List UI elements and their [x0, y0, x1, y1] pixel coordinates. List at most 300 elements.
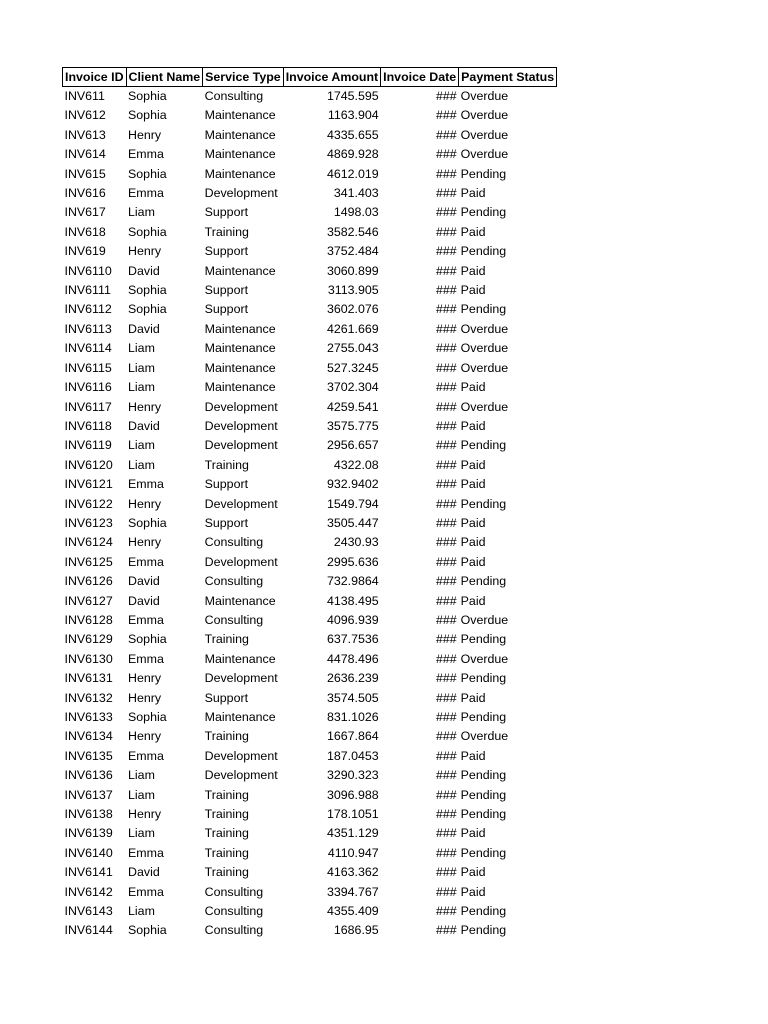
client-name-cell[interactable]: Liam: [128, 360, 155, 375]
invoice-date-cell[interactable]: ###: [435, 108, 457, 123]
invoice-id-cell[interactable]: INV6143: [64, 904, 113, 919]
payment-status-cell[interactable]: Pending: [460, 166, 507, 181]
invoice-amount-cell[interactable]: 527.3245: [326, 360, 379, 375]
table-row: [63, 456, 557, 475]
invoice-amount-cell[interactable]: 4163.362: [326, 865, 379, 880]
invoice-amount-cell[interactable]: 1549.794: [326, 496, 379, 511]
client-name-cell[interactable]: Sophia: [128, 283, 167, 298]
invoice-id-cell[interactable]: INV6123: [64, 515, 113, 530]
service-type-cell[interactable]: Consulting: [204, 574, 264, 589]
service-type-cell[interactable]: Development: [204, 768, 278, 783]
service-type-cell[interactable]: Training: [204, 845, 249, 860]
invoice-id-cell[interactable]: INV617: [64, 205, 106, 220]
invoice-amount-cell[interactable]: 932.9402: [326, 477, 379, 492]
table-row: [63, 553, 557, 572]
header-client-name[interactable]: Client Name: [126, 68, 203, 87]
client-name-cell[interactable]: Liam: [128, 380, 155, 395]
invoice-id-cell[interactable]: INV6127: [64, 593, 113, 608]
client-name-cell[interactable]: Henry: [128, 729, 162, 744]
invoice-date-cell[interactable]: ###: [435, 710, 457, 724]
invoice-amount-cell[interactable]: 4259.541: [326, 399, 379, 414]
invoice-amount-cell[interactable]: 3582.546: [326, 224, 379, 239]
invoice-amount-cell[interactable]: 3702.304: [326, 380, 379, 395]
invoice-id-cell[interactable]: INV6117: [64, 399, 112, 414]
invoice-amount-cell[interactable]: 4869.928: [326, 147, 379, 162]
payment-status-cell[interactable]: Paid: [460, 457, 486, 472]
client-name-cell[interactable]: Sophia: [128, 166, 167, 181]
invoice-date-cell[interactable]: ###: [435, 321, 457, 336]
invoice-id-cell[interactable]: INV614: [64, 147, 106, 162]
invoice-table: [62, 67, 557, 941]
client-name-cell[interactable]: Liam: [128, 826, 155, 841]
table-row: [63, 650, 557, 669]
payment-status-cell[interactable]: Paid: [460, 186, 486, 201]
table-row: [63, 262, 557, 281]
table-row: [63, 669, 557, 688]
table-row: [63, 824, 557, 843]
service-type-cell[interactable]: Development: [204, 554, 278, 569]
table-row: [63, 786, 557, 805]
client-name-cell[interactable]: David: [128, 574, 160, 589]
table-row: [63, 747, 557, 766]
invoice-id-cell[interactable]: INV6119: [64, 438, 112, 453]
invoice-date-cell[interactable]: ###: [435, 418, 457, 433]
payment-status-cell[interactable]: Paid: [460, 554, 486, 569]
header-invoice-amount[interactable]: Invoice Amount: [283, 68, 380, 87]
service-type-cell[interactable]: Training: [204, 807, 249, 822]
invoice-date-cell[interactable]: ###: [435, 302, 457, 317]
invoice-date-cell[interactable]: ###: [435, 904, 457, 919]
payment-status-cell[interactable]: Overdue: [460, 127, 509, 142]
service-type-cell[interactable]: Maintenance: [204, 360, 276, 375]
client-name-cell[interactable]: David: [128, 418, 160, 433]
payment-status-cell[interactable]: Pending: [460, 496, 507, 511]
table-row: [63, 281, 557, 300]
invoice-id-cell[interactable]: INV6121: [64, 477, 113, 492]
invoice-amount-cell[interactable]: 2956.657: [326, 438, 379, 453]
service-type-cell[interactable]: Maintenance: [204, 710, 276, 724]
invoice-date-cell[interactable]: ###: [435, 884, 457, 899]
payment-status-cell[interactable]: Overdue: [460, 89, 509, 103]
invoice-amount-cell[interactable]: 4351.129: [326, 826, 379, 841]
invoice-amount-cell[interactable]: 831.1026: [326, 710, 379, 724]
client-name-cell[interactable]: Henry: [128, 690, 162, 705]
payment-status-cell[interactable]: Overdue: [460, 341, 509, 356]
payment-status-cell[interactable]: Pending: [460, 205, 507, 220]
invoice-date-cell[interactable]: ###: [435, 360, 457, 375]
invoice-amount-cell[interactable]: 2995.636: [326, 554, 379, 569]
payment-status-cell[interactable]: Pending: [460, 710, 507, 724]
client-name-cell[interactable]: David: [128, 865, 160, 880]
invoice-amount-cell[interactable]: 3290.323: [326, 768, 379, 783]
invoice-amount-cell[interactable]: 187.0453: [326, 748, 379, 763]
client-name-cell[interactable]: Liam: [128, 457, 155, 472]
invoice-amount-cell[interactable]: 341.403: [333, 186, 379, 201]
table-row: [63, 223, 557, 242]
service-type-cell[interactable]: Training: [204, 826, 249, 841]
invoice-date-cell[interactable]: ###: [435, 205, 457, 220]
invoice-amount-cell[interactable]: 3574.505: [326, 690, 379, 705]
payment-status-cell[interactable]: Pending: [460, 768, 507, 783]
client-name-cell[interactable]: Liam: [128, 787, 155, 802]
service-type-cell[interactable]: Maintenance: [204, 380, 276, 395]
table-row: [63, 398, 557, 417]
invoice-date-cell[interactable]: ###: [435, 593, 457, 608]
payment-status-cell[interactable]: Pending: [460, 574, 507, 589]
payment-status-cell[interactable]: Overdue: [460, 147, 509, 162]
invoice-date-cell[interactable]: ###: [435, 845, 457, 860]
invoice-date-cell[interactable]: ###: [435, 224, 457, 239]
payment-status-cell[interactable]: Paid: [460, 690, 486, 705]
invoice-id-cell[interactable]: INV615: [64, 166, 106, 181]
service-type-cell[interactable]: Development: [204, 671, 278, 686]
service-type-cell[interactable]: Maintenance: [204, 263, 276, 278]
invoice-amount-cell[interactable]: 3575.775: [326, 418, 379, 433]
service-type-cell[interactable]: Consulting: [204, 612, 264, 627]
invoice-date-cell[interactable]: ###: [435, 186, 457, 201]
service-type-cell[interactable]: Training: [204, 632, 249, 647]
payment-status-cell[interactable]: Pending: [460, 244, 507, 259]
invoice-amount-cell[interactable]: 1686.95: [333, 923, 379, 938]
invoice-id-cell[interactable]: INV6130: [64, 651, 113, 666]
invoice-amount-cell[interactable]: 4322.08: [333, 457, 379, 472]
invoice-amount-cell[interactable]: 732.9864: [326, 574, 379, 589]
header-service-type[interactable]: Service Type: [203, 68, 284, 87]
payment-status-cell[interactable]: Paid: [460, 593, 486, 608]
invoice-id-cell[interactable]: INV6128: [64, 612, 113, 627]
invoice-date-cell[interactable]: ###: [435, 612, 457, 627]
payment-status-cell[interactable]: Paid: [460, 418, 486, 433]
table-row: [63, 844, 557, 863]
invoice-id-cell[interactable]: INV6125: [64, 554, 113, 569]
service-type-cell[interactable]: Support: [204, 515, 249, 530]
invoice-id-cell[interactable]: INV612: [64, 108, 106, 123]
invoice-amount-cell[interactable]: 4355.409: [326, 904, 379, 919]
client-name-cell[interactable]: Emma: [128, 884, 164, 899]
invoice-id-cell[interactable]: INV611: [64, 89, 105, 103]
service-type-cell[interactable]: Development: [204, 418, 278, 433]
invoice-id-cell[interactable]: INV6122: [64, 496, 113, 511]
table-row: [63, 514, 557, 533]
payment-status-cell[interactable]: Pending: [460, 438, 507, 453]
header-row: [63, 68, 557, 87]
client-name-cell[interactable]: Liam: [128, 341, 155, 356]
invoice-id-cell[interactable]: INV6120: [64, 457, 113, 472]
client-name-cell[interactable]: Sophia: [128, 89, 167, 103]
invoice-id-cell[interactable]: INV6129: [64, 632, 113, 647]
service-type-cell[interactable]: Maintenance: [204, 108, 276, 123]
client-name-cell[interactable]: Henry: [128, 127, 162, 142]
invoice-date-cell[interactable]: ###: [435, 690, 457, 705]
service-type-cell[interactable]: Training: [204, 224, 249, 239]
invoice-id-cell[interactable]: INV6116: [64, 380, 112, 395]
service-type-cell[interactable]: Development: [204, 496, 278, 511]
invoice-date-cell[interactable]: ###: [435, 632, 457, 647]
invoice-date-cell[interactable]: ###: [435, 263, 457, 278]
client-name-cell[interactable]: Emma: [128, 186, 164, 201]
invoice-id-cell[interactable]: INV6118: [64, 418, 112, 433]
table-row: [63, 126, 557, 145]
invoice-id-cell[interactable]: INV616: [64, 186, 106, 201]
service-type-cell[interactable]: Maintenance: [204, 147, 276, 162]
invoice-date-cell[interactable]: ###: [435, 768, 457, 783]
header-invoice-id[interactable]: Invoice ID: [63, 68, 127, 87]
invoice-date-cell[interactable]: ###: [435, 477, 457, 492]
client-name-cell[interactable]: Emma: [128, 845, 164, 860]
invoice-date-cell[interactable]: ###: [435, 283, 457, 298]
payment-status-cell[interactable]: Overdue: [460, 651, 509, 666]
payment-status-cell[interactable]: Paid: [460, 884, 486, 899]
client-name-cell[interactable]: Liam: [128, 768, 155, 783]
payment-status-cell[interactable]: Paid: [460, 865, 486, 880]
invoice-id-cell[interactable]: INV6139: [64, 826, 113, 841]
invoice-date-cell[interactable]: ###: [435, 166, 457, 181]
payment-status-cell[interactable]: Paid: [460, 535, 486, 550]
service-type-cell[interactable]: Consulting: [204, 904, 264, 919]
client-name-cell[interactable]: Sophia: [128, 224, 167, 239]
invoice-amount-cell[interactable]: 3602.076: [326, 302, 379, 317]
client-name-cell[interactable]: David: [128, 321, 160, 336]
service-type-cell[interactable]: Maintenance: [204, 341, 276, 356]
service-type-cell[interactable]: Maintenance: [204, 166, 276, 181]
invoice-date-cell[interactable]: ###: [435, 89, 457, 103]
invoice-id-cell[interactable]: INV6115: [64, 360, 112, 375]
invoice-amount-cell[interactable]: 4110.947: [327, 845, 379, 860]
service-type-cell[interactable]: Support: [204, 244, 249, 259]
invoice-id-cell[interactable]: INV6110: [64, 263, 112, 278]
invoice-amount-cell[interactable]: 1745.595: [326, 89, 379, 103]
payment-status-cell[interactable]: Overdue: [460, 108, 509, 123]
client-name-cell[interactable]: Sophia: [128, 923, 167, 938]
service-type-cell[interactable]: Training: [204, 729, 249, 744]
invoice-amount-cell[interactable]: 2636.239: [326, 671, 379, 686]
invoice-id-cell[interactable]: INV6144: [64, 923, 113, 938]
client-name-cell[interactable]: Henry: [128, 671, 162, 686]
invoice-date-cell[interactable]: ###: [435, 515, 457, 530]
service-type-cell[interactable]: Support: [204, 283, 249, 298]
invoice-id-cell[interactable]: INV6133: [64, 710, 113, 724]
invoice-id-cell[interactable]: INV619: [64, 244, 106, 259]
service-type-cell[interactable]: Maintenance: [204, 651, 276, 666]
service-type-cell[interactable]: Consulting: [204, 923, 264, 938]
invoice-id-cell[interactable]: INV6135: [64, 748, 113, 763]
invoice-id-cell[interactable]: INV6134: [64, 729, 113, 744]
service-type-cell[interactable]: Consulting: [204, 535, 264, 550]
table-row: [63, 863, 557, 882]
client-name-cell[interactable]: Sophia: [128, 632, 167, 647]
service-type-cell[interactable]: Support: [204, 302, 249, 317]
invoice-amount-cell[interactable]: 178.1051: [326, 807, 379, 822]
invoice-amount-cell[interactable]: 4096.939: [326, 612, 379, 627]
service-type-cell[interactable]: Maintenance: [204, 321, 276, 336]
invoice-amount-cell[interactable]: 3505.447: [326, 515, 379, 530]
invoice-date-cell[interactable]: ###: [435, 127, 457, 142]
payment-status-cell[interactable]: Pending: [460, 632, 507, 647]
table-row: [63, 766, 557, 785]
invoice-id-cell[interactable]: INV6132: [64, 690, 113, 705]
invoice-id-cell[interactable]: INV6142: [64, 884, 113, 899]
service-type-cell[interactable]: Development: [204, 186, 278, 201]
payment-status-cell[interactable]: Pending: [460, 302, 507, 317]
invoice-amount-cell[interactable]: 3096.988: [326, 787, 379, 802]
table-row: [63, 572, 557, 591]
invoice-id-cell[interactable]: INV6140: [64, 845, 113, 860]
table-row: [63, 203, 557, 222]
invoice-date-cell[interactable]: ###: [435, 748, 457, 763]
invoice-date-cell[interactable]: ###: [435, 147, 457, 162]
client-name-cell[interactable]: Henry: [128, 244, 162, 259]
service-type-cell[interactable]: Support: [204, 205, 249, 220]
client-name-cell[interactable]: Sophia: [128, 302, 167, 317]
payment-status-cell[interactable]: Pending: [460, 845, 507, 860]
payment-status-cell[interactable]: Pending: [460, 671, 507, 686]
payment-status-cell[interactable]: Paid: [460, 477, 486, 492]
payment-status-cell[interactable]: Paid: [460, 826, 486, 841]
client-name-cell[interactable]: Henry: [128, 535, 162, 550]
invoice-id-cell[interactable]: INV6126: [64, 574, 113, 589]
client-name-cell[interactable]: Emma: [128, 612, 164, 627]
invoice-amount-cell[interactable]: 4478.496: [326, 651, 379, 666]
invoice-date-cell[interactable]: ###: [435, 787, 457, 802]
table-row: [63, 592, 557, 611]
client-name-cell[interactable]: David: [128, 593, 160, 608]
invoice-id-cell[interactable]: INV618: [64, 224, 106, 239]
payment-status-cell[interactable]: Overdue: [460, 729, 509, 744]
invoice-date-cell[interactable]: ###: [435, 341, 457, 356]
invoice-date-cell[interactable]: ###: [435, 399, 457, 414]
invoice-amount-cell[interactable]: 1163.904: [327, 108, 379, 123]
header-payment-status[interactable]: Payment Status: [459, 68, 557, 87]
invoice-amount-cell[interactable]: 3394.767: [326, 884, 379, 899]
payment-status-cell[interactable]: Overdue: [460, 360, 509, 375]
invoice-date-cell[interactable]: ###: [435, 554, 457, 569]
invoice-id-cell[interactable]: INV6114: [64, 341, 112, 356]
invoice-date-cell[interactable]: ###: [435, 380, 457, 395]
service-type-cell[interactable]: Development: [204, 438, 278, 453]
payment-status-cell[interactable]: Paid: [460, 380, 486, 395]
invoice-id-cell[interactable]: INV613: [64, 127, 106, 142]
client-name-cell[interactable]: Emma: [128, 477, 164, 492]
invoice-date-cell[interactable]: ###: [435, 574, 457, 589]
service-type-cell[interactable]: Consulting: [204, 89, 264, 103]
invoice-date-cell[interactable]: ###: [435, 807, 457, 822]
table-row: [63, 611, 557, 630]
service-type-cell[interactable]: Support: [204, 477, 249, 492]
payment-status-cell[interactable]: Overdue: [460, 612, 509, 627]
client-name-cell[interactable]: Sophia: [128, 710, 167, 724]
table-row: [63, 242, 557, 261]
invoice-date-cell[interactable]: ###: [435, 729, 457, 744]
invoice-date-cell[interactable]: ###: [435, 865, 457, 880]
payment-status-cell[interactable]: Overdue: [460, 399, 509, 414]
client-name-cell[interactable]: David: [128, 263, 160, 278]
service-type-cell[interactable]: Consulting: [204, 884, 264, 899]
service-type-cell[interactable]: Maintenance: [204, 127, 276, 142]
invoice-amount-cell[interactable]: 3060.899: [326, 263, 379, 278]
client-name-cell[interactable]: Sophia: [128, 515, 167, 530]
client-name-cell[interactable]: Henry: [128, 807, 162, 822]
payment-status-cell[interactable]: Pending: [460, 923, 507, 938]
invoice-id-cell[interactable]: INV6113: [64, 321, 112, 336]
invoice-date-cell[interactable]: ###: [435, 923, 457, 938]
invoice-amount-cell[interactable]: 4261.669: [326, 321, 379, 336]
client-name-cell[interactable]: Emma: [128, 554, 164, 569]
service-type-cell[interactable]: Training: [204, 865, 249, 880]
client-name-cell[interactable]: Emma: [128, 651, 164, 666]
invoice-date-cell[interactable]: ###: [435, 244, 457, 259]
payment-status-cell[interactable]: Paid: [460, 748, 486, 763]
client-name-cell[interactable]: Liam: [128, 438, 155, 453]
spreadsheet: [62, 67, 557, 941]
payment-status-cell[interactable]: Paid: [460, 283, 486, 298]
payment-status-cell[interactable]: Paid: [460, 515, 486, 530]
table-row: [63, 87, 557, 107]
service-type-cell[interactable]: Support: [204, 690, 249, 705]
client-name-cell[interactable]: Emma: [128, 147, 164, 162]
header-invoice-date[interactable]: Invoice Date: [381, 68, 459, 87]
service-type-cell[interactable]: Development: [204, 748, 278, 763]
invoice-date-cell[interactable]: ###: [435, 651, 457, 666]
client-name-cell[interactable]: Henry: [128, 399, 162, 414]
invoice-id-cell[interactable]: INV6141: [64, 865, 113, 880]
invoice-amount-cell[interactable]: 1667.864: [326, 729, 379, 744]
invoice-date-cell[interactable]: ###: [435, 438, 457, 453]
invoice-amount-cell[interactable]: 637.7536: [326, 632, 379, 647]
payment-status-cell[interactable]: Pending: [460, 807, 507, 822]
service-type-cell[interactable]: Maintenance: [204, 593, 276, 608]
invoice-id-cell[interactable]: INV6136: [64, 768, 113, 783]
table-row: [63, 106, 557, 125]
invoice-date-cell[interactable]: ###: [435, 496, 457, 511]
invoice-date-cell[interactable]: ###: [435, 457, 457, 472]
invoice-amount-cell[interactable]: 4612.019: [326, 166, 379, 181]
invoice-id-cell[interactable]: INV6138: [64, 807, 113, 822]
client-name-cell[interactable]: Emma: [128, 748, 164, 763]
service-type-cell[interactable]: Development: [204, 399, 278, 414]
invoice-date-cell[interactable]: ###: [435, 826, 457, 841]
invoice-amount-cell[interactable]: 2755.043: [326, 341, 379, 356]
table-row: [63, 300, 557, 319]
table-row: [63, 320, 557, 339]
client-name-cell[interactable]: Liam: [128, 205, 155, 220]
invoice-id-cell[interactable]: INV6137: [64, 787, 113, 802]
invoice-amount-cell[interactable]: 2430.93: [333, 535, 379, 550]
payment-status-cell[interactable]: Pending: [460, 904, 507, 919]
invoice-id-cell[interactable]: INV6112: [64, 302, 112, 317]
invoice-amount-cell[interactable]: 3113.905: [327, 283, 379, 298]
invoice-id-cell[interactable]: INV6131: [64, 671, 113, 686]
invoice-date-cell[interactable]: ###: [435, 535, 457, 550]
client-name-cell[interactable]: Sophia: [128, 108, 167, 123]
client-name-cell[interactable]: Henry: [128, 496, 162, 511]
invoice-amount-cell[interactable]: 4138.495: [326, 593, 379, 608]
invoice-date-cell[interactable]: ###: [435, 671, 457, 686]
invoice-amount-cell[interactable]: 1498.03: [333, 205, 379, 220]
invoice-id-cell[interactable]: INV6111: [64, 283, 111, 298]
service-type-cell[interactable]: Training: [204, 787, 249, 802]
invoice-id-cell[interactable]: INV6124: [64, 535, 113, 550]
table-row: [63, 145, 557, 164]
table-row: [63, 359, 557, 378]
payment-status-cell[interactable]: Pending: [460, 787, 507, 802]
service-type-cell[interactable]: Training: [204, 457, 249, 472]
payment-status-cell[interactable]: Paid: [460, 224, 486, 239]
client-name-cell[interactable]: Liam: [128, 904, 155, 919]
invoice-amount-cell[interactable]: 3752.484: [326, 244, 379, 259]
invoice-amount-cell[interactable]: 4335.655: [326, 127, 379, 142]
payment-status-cell[interactable]: Overdue: [460, 321, 509, 336]
payment-status-cell[interactable]: Paid: [460, 263, 486, 278]
